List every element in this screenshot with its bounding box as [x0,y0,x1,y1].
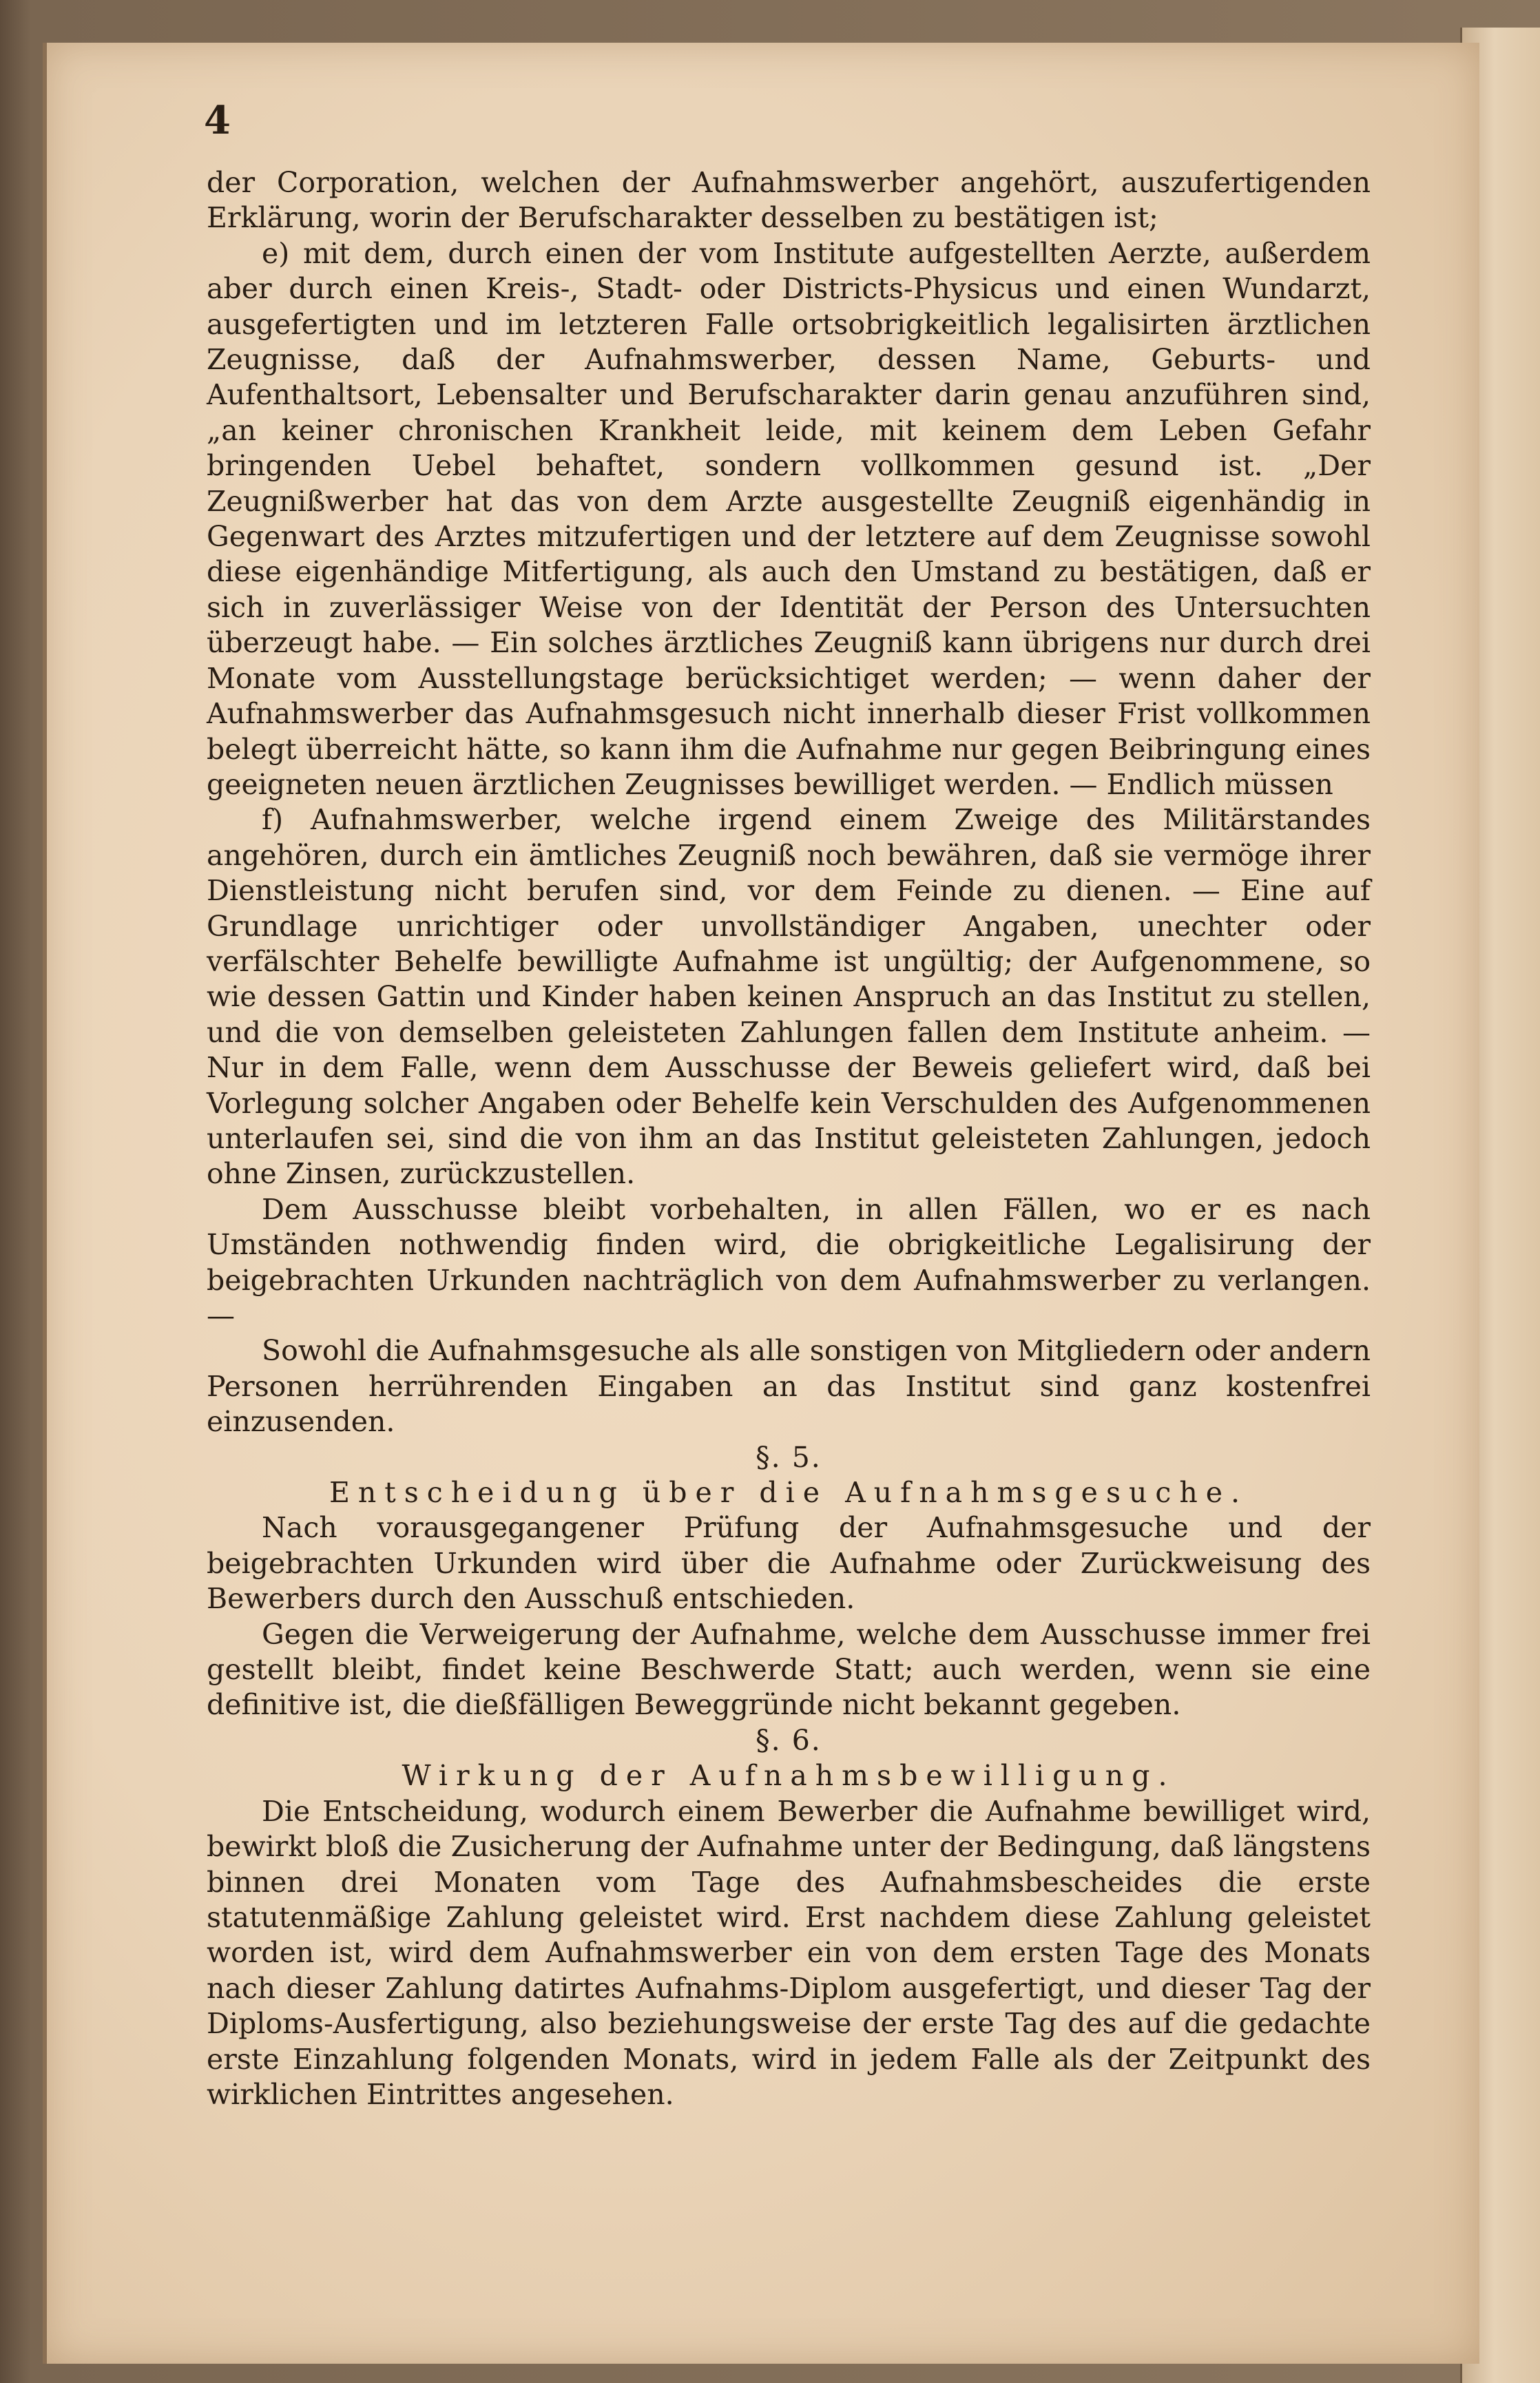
section-5-title: Entscheidung über die Aufnahmsgesuche. [329,1476,1249,1510]
page-text-block [204,98,1371,2112]
paragraph-item-f: f) Aufnahmswerber, welche irgend einem Zweige des Militärstandes angehören, durch ein ämtliches Zeugniß noch bewähren, daß sie vermöge ihrer Dienstleistung nicht berufen sind, vor dem Feinde zu dienen. — Eine auf Grundlage unrichtiger oder unvollständiger Angaben, unechter oder verfälschter Behelfe bewilligte Aufnahme ist ungültig; der Aufgenommene, so wie dessen Gattin und Kinder haben keinen Anspruch an das Institut zu stellen, und die von demselben geleisteten Zahlungen fallen dem Institute anheim. — Nur in dem Falle, wenn dem Ausschusse der Beweis geliefert wird, daß bei Vorlegung solcher Angaben oder Behelfe kein Verschulden des Aufgenommenen unterlaufen sei, sind die von ihm an das Institut geleisteten Zahlungen, jedoch ohne Zinsen, zurückzustellen. [207,803,1371,1191]
paragraph: Dem Ausschusse bleibt vorbehalten, in allen Fällen, wo er es nach Umständen nothwendig finden wird, die obrigkeitliche Legalisirung der beigebrachten Urkunden nachträglich von dem Aufnahmswerber zu verlangen. — [207,1192,1371,1332]
paragraph: der Corporation, welchen der Aufnahmswerber angehört, auszufertigenden Erklärung, worin der Berufscharakter desselben zu bestätigen ist; [207,166,1371,235]
section-5-number: §. 5. [756,1440,822,1474]
section-6-paragraph: Die Entscheidung, wodurch einem Bewerber die Aufnahme bewilliget wird, bewirkt bloß die Zusicherung der Aufnahme unter der Bedingung, daß längstens binnen drei Monaten vom Tage des Aufnahmsbescheides die erste statutenmäßige Zahlung geleistet wird. Erst nachdem diese Zahlung geleistet worden ist, wird dem Aufnahmswerber ein von dem ersten Tage des Monats nach dieser Zahlung datirtes Aufnahms-Diplom ausgefertigt, und dieser Tag der Diploms-Ausfertigung, also beziehungsweise der erste Tag des auf die gedachte erste Einzahlung folgenden Monats, wird in jedem Falle als der Zeitpunkt des wirklichen Eintrittes angesehen. [207,1794,1371,2111]
paragraph: Sowohl die Aufnahmsgesuche als alle sonstigen von Mitgliedern oder andern Personen herrührenden Eingaben an das Institut sind ganz kostenfrei einzusenden. [207,1334,1371,1439]
section-6-title: Wirkung der Aufnahmsbewilligung. [402,1759,1176,1793]
section-5-paragraph: Gegen die Verweigerung der Aufnahme, welche dem Ausschusse immer frei gestellt bleibt, findet keine Beschwerde Statt; auch werden, wenn sie eine definitive ist, die dießfälligen Beweggründe nicht bekannt gegeben. [207,1617,1371,1722]
section-6-number: §. 6. [756,1723,822,1757]
paragraph-item-e: e) mit dem, durch einen der vom Institute aufgestellten Aerzte, außerdem aber durch einen Kreis-, Stadt- oder Districts-Physicus und einen Wundarzt, ausgefertigten und im letzteren Falle ortsobrigkeitlich legalisirten ärztlichen Zeugnisse, daß der Aufnahmswerber, dessen Name, Geburts- und Aufenthaltsort, Lebensalter und Berufscharakter darin genau anzuführen sind, „an keiner chronischen Krankheit leide, mit keinem dem Leben Gefahr bringenden Uebel behaftet, sondern vollkommen gesund ist. „Der Zeugnißwerber hat das von dem Arzte ausgestellte Zeugniß eigenhändig in Gegenwart des Arztes mitzufertigen und der letztere auf dem Zeugnisse sowohl diese eigenhändige Mitfertigung, als auch den Umstand zu bestätigen, daß er sich in zuverlässiger Weise von der Identität der Person des Untersuchten überzeugt habe. — Ein solches ärztliches Zeugniß kann übrigens nur durch drei Monate vom Ausstellungstage berücksichtiget werden; — wenn daher der Aufnahmswerber das Aufnahmsgesuch nicht innerhalb dieser Frist vollkommen belegt überreicht hätte, so kann ihm die Aufnahme nur gegen Beibringung eines geeigneten neuen ärztlichen Zeugnisses bewilliget werden. — Endlich müssen [207,236,1371,801]
section-5-paragraph: Nach vorausgegangener Prüfung der Aufnahmsgesuche und der beigebrachten Urkunden wird über die Aufnahme oder Zurückweisung des Bewerbers durch den Ausschuß entschieden. [207,1511,1371,1616]
page-number: 4 [204,98,231,143]
